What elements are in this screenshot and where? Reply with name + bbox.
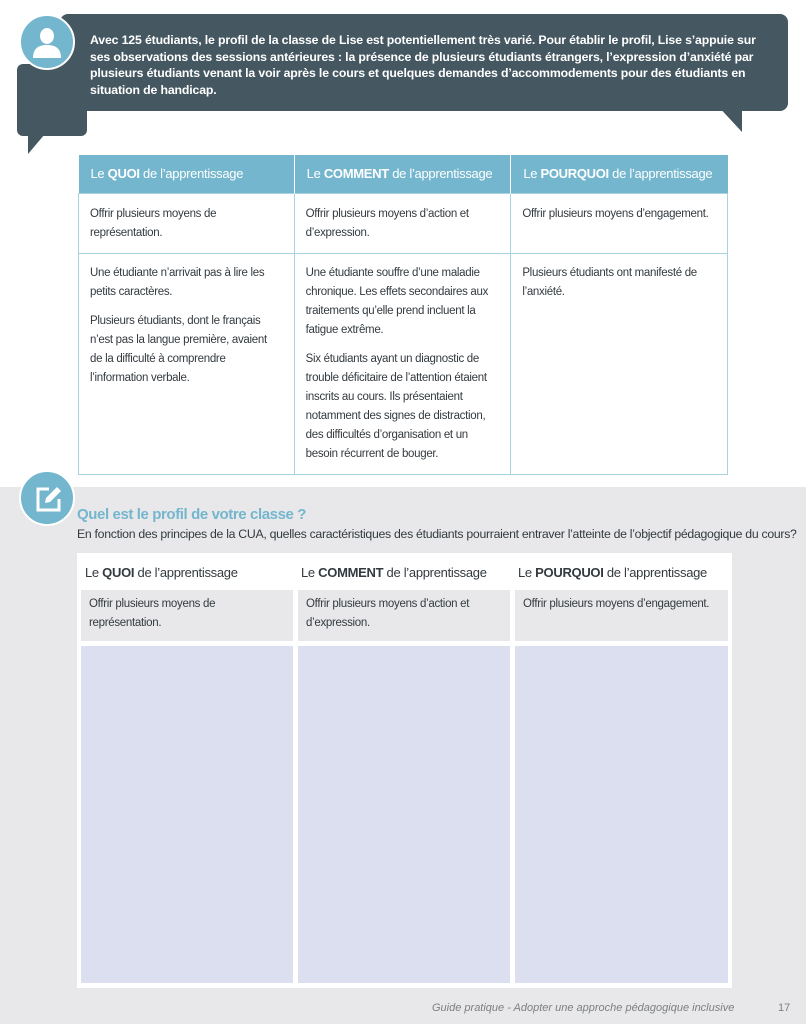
exercise-badge	[19, 470, 75, 526]
principle-pourquoi: Offrir plusieurs moyens d’engagement.	[511, 193, 728, 253]
exercise-title: Quel est le profil de votre classe ?	[77, 506, 307, 523]
principles-row	[79, 193, 728, 253]
example-table	[78, 155, 728, 475]
example-text: Six étudiants ayant un diagnostic de trouble déficitaire de l’attention étaient inscrits au cours. Ils présentaient notamment des signes de distraction, des difficultés d’organisation et un besoin récurrent de bouger.	[305, 352, 487, 460]
header-comment: Le COMMENT de l’apprentissage	[294, 155, 511, 193]
person-icon	[33, 26, 61, 58]
worksheet-principle-pourquoi: Offrir plusieurs moyens d’engagement.	[515, 590, 728, 641]
write-area-quoi[interactable]	[81, 646, 293, 983]
page-number: 17	[778, 1002, 791, 1014]
bubble-back-tail	[28, 128, 50, 154]
worksheet-header-quoi: Le QUOI de l’apprentissage	[85, 565, 238, 580]
examples-quoi	[79, 253, 295, 474]
scenario-text: Avec 125 étudiants, le profil de la classe de Lise est potentiellement très varié. Pour établir le profil, Lise s’appuie sur ses observations des sessions antérieures : la présence de plusieurs étudiants étrangers, l’expression d’anxiété par plusieurs étudiants venant la voir après le cours et quelques demandes d’accommodements pour des étudiants en situation de handicap.	[90, 33, 756, 97]
worksheet-header-comment: Le COMMENT de l’apprentissage	[301, 565, 487, 580]
example-text: Plusieurs étudiants, dont le français n’est pas la langue première, avaient de la difficulté à comprendre l’information verbale.	[90, 314, 267, 384]
examples-row	[79, 253, 728, 474]
exercise-subtitle: En fonction des principes de la CUA, quelles caractéristiques des étudiants pourraient entraver l’atteinte de l’objectif pédagogique du cours?	[77, 527, 797, 541]
write-area-comment[interactable]	[298, 646, 510, 983]
footer-text: Guide pratique - Adopter une approche pédagogique inclusive	[432, 1002, 735, 1014]
bubble-tail	[716, 104, 742, 132]
worksheet-table	[77, 553, 732, 988]
header-quoi: Le QUOI de l’apprentissage	[79, 155, 295, 193]
example-text: Plusieurs étudiants ont manifesté de l’anxiété.	[522, 266, 697, 298]
header-pourquoi: Le POURQUOI de l’apprentissage	[511, 155, 728, 193]
examples-pourquoi	[511, 253, 728, 474]
avatar	[19, 14, 75, 70]
principle-quoi: Offrir plusieurs moyens de représentation.	[79, 193, 295, 253]
example-text: Une étudiante n’arrivait pas à lire les petits caractères.	[90, 266, 265, 298]
example-text: Une étudiante souffre d’une maladie chronique. Les effets secondaires aux traitements qu’elle prend incluent la fatigue extrême.	[305, 266, 489, 336]
write-area-pourquoi[interactable]	[515, 646, 728, 983]
worksheet-principle-comment: Offrir plusieurs moyens d’action et d’expression.	[298, 590, 510, 641]
examples-comment	[294, 253, 511, 474]
worksheet-principle-quoi: Offrir plusieurs moyens de représentation.	[81, 590, 293, 641]
edit-icon	[35, 485, 63, 513]
principle-comment: Offrir plusieurs moyens d’action et d’expression.	[294, 193, 511, 253]
worksheet-header-pourquoi: Le POURQUOI de l’apprentissage	[518, 565, 707, 580]
table-header-row	[79, 155, 728, 193]
